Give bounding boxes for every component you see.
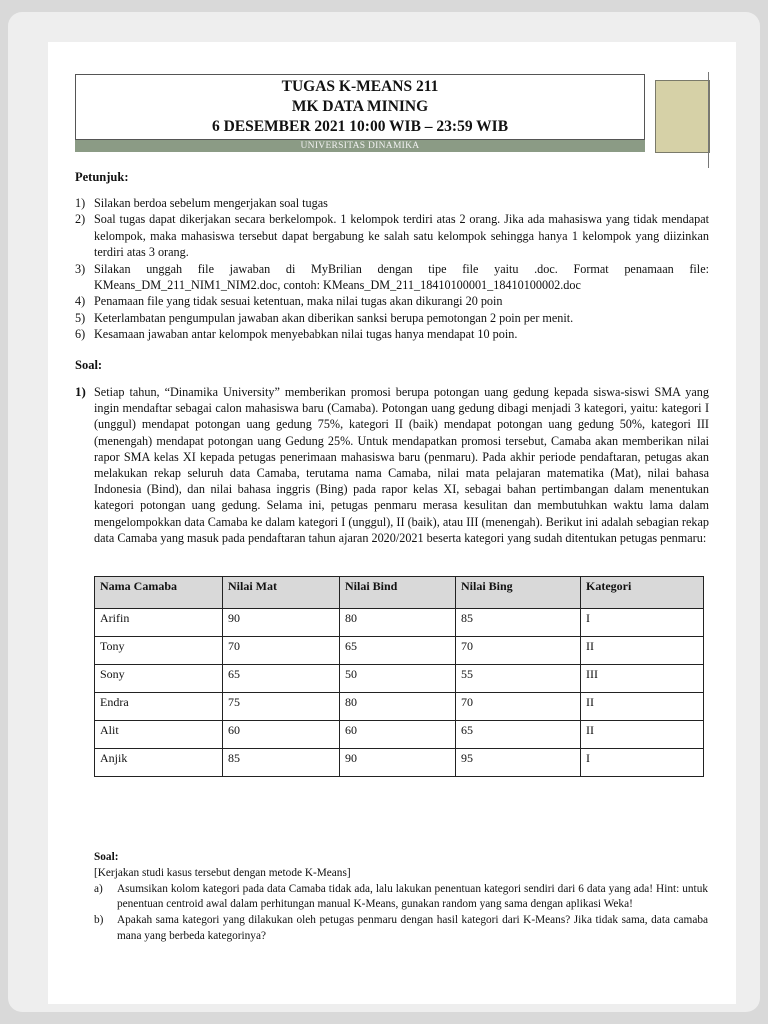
table-row [95,665,704,693]
sub-questions-title: Soal: [94,851,119,863]
table-cell: Alit [95,721,223,749]
table-cell: 70 [456,637,581,665]
table-cell: II [581,637,704,665]
table-cell: 90 [223,609,340,637]
item-number: 5) [75,310,86,325]
column-header: Kategori [581,577,704,609]
instructions-list [75,195,709,343]
item-text: Kesamaan jawaban antar kelompok menyebabkan nilai tugas hanya mendapat 10 poin. [94,327,518,342]
item-number: 4) [75,294,86,309]
table-cell: I [581,609,704,637]
table-cell: Anjik [95,749,223,777]
column-header: Nilai Mat [223,577,340,609]
item-text: Asumsikan kolom kategori pada data Camaba tidak ada, lalu lakukan penentuan kategori sendiri dari 6 data yang ada! Hint: untuk penentuan centroid awal dalam perhitungan manual K-Means, gunakan random yang sama dengan aplikasi Weka! [117,882,708,911]
question-1 [75,384,709,546]
table-cell: II [581,721,704,749]
table-cell: 85 [456,609,581,637]
table-cell: 65 [456,721,581,749]
university-banner: UNIVERSITAS DINAMIKA [75,140,645,152]
table-row [95,693,704,721]
table-cell: II [581,693,704,721]
item-text: Keterlambatan pengumpulan jawaban akan diberikan sanksi berupa pemotongan 2 poin per menit. [94,310,574,325]
sub-questions-intro: [Kerjakan studi kasus tersebut dengan metode K-Means] [94,866,351,879]
table-cell: Tony [95,637,223,665]
column-header: Nilai Bing [456,577,581,609]
document-header [75,74,645,140]
item-number: 1) [75,196,86,210]
item-number: a) [94,882,103,895]
instruction-item [75,261,709,294]
soal-title: Soal: [75,358,103,372]
column-header: Nama Camaba [95,577,223,609]
sub-question-item [94,913,708,945]
table-cell: 50 [340,665,456,693]
item-number: b) [94,914,104,927]
document-page [48,42,736,1004]
table-cell: 85 [223,749,340,777]
table-cell: 70 [456,693,581,721]
table-cell: 90 [340,749,456,777]
table-cell: Arifin [95,609,223,637]
header-title: TUGAS K-MEANS 211 [281,78,439,95]
item-number: 3) [75,261,86,276]
slide-frame [8,12,760,1012]
table-row [95,749,704,777]
instruction-item [75,326,709,342]
table-cell: 60 [340,721,456,749]
table-header-row [95,577,704,609]
logo-placeholder [655,80,710,153]
table-cell: 55 [456,665,581,693]
instruction-item [75,293,709,309]
instruction-item [75,195,709,211]
table-cell: III [581,665,704,693]
table-cell: 65 [340,637,456,665]
table-cell: 65 [223,665,340,693]
sub-question-item [94,882,708,914]
table-cell: Sony [95,665,223,693]
item-text: Soal tugas dapat dikerjakan secara berkelompok. 1 kelompok terdiri atas 2 orang. Jika ada mahasiswa yang tidak mendapat kelompok, maka mahasiswa tersebut dapat bergabung ke salah satu kelompok sehingga hanya 1 kelompok yang diizinkan terdiri atas 3 orang. [94,212,709,260]
table-row [95,637,704,665]
question-text: Setiap tahun, “Dinamika University” memberikan promosi berupa potongan uang gedung kepada siswa-siswi SMA yang ingin mendaftar sebagai calon mahasiswa baru (Camaba). Potongan uang gedung dibagi menjadi 3 kategori, yaitu: kategori I (unggul) mendapat potongan uang gedung 75%, kategori II (baik) mendapat potongan uang gedung 50%, kategori III (menengah) mendapat potongan uang Gedung 25%. Untuk mendapatkan promosi tersebut, Camaba akan memberikan nilai rapor SMA kelas XI kepada petugas penerimaan mahasiswa baru (penmaru). Pada akhir periode pendaftaran, petugas akan melakukan rekap seluruh data Camaba, terutama nama Camaba, nilai mata pelajaran matematika (Mat), nilai bahasa Indonesia (Bind), dan nilai bahasa inggris (Bing) pada rapor kelas XI, sebagai bahan pertimbangan dalam menentukan kategori potongan uang gedung. Selama ini, petugas penmaru merasa kesulitan dan membutuhkan waktu lama dalam mengelompokkan data Camaba ke dalam kategori I (unggul), II (baik), atau III (menengah). Berikut ini adalah sebagian rekap data Camaba yang masuk pada pendaftaran tahun ajaran 2020/2021 beserta kategori yang sudah ditentukan petugas penmaru: [94,385,709,545]
item-number: 2) [75,212,86,227]
header-date: 6 DESEMBER 2021 10:00 WIB – 23:59 WIB [211,118,509,135]
item-text: Apakah sama kategori yang dilakukan oleh petugas penmaru dengan hasil kategori dari K-Means? Jika tidak sama, data camaba mana yang berbeda kategorinya? [117,914,708,942]
table-cell: 80 [340,609,456,637]
table-cell: 75 [223,693,340,721]
camaba-table [94,576,704,777]
table-cell: 60 [223,721,340,749]
column-header: Nilai Bind [340,577,456,609]
table-cell: 70 [223,637,340,665]
table-cell: I [581,749,704,777]
item-number: 6) [75,327,86,342]
item-text: Silakan unggah file jawaban di MyBrilian dengan tipe file yaitu .doc. Format penamaan file: KMeans_DM_211_NIM1_NIM2.doc, contoh: KMeans_DM_211_18410100001_18410100002.doc [94,261,709,293]
table-row [95,721,704,749]
header-course: MK DATA MINING [291,98,429,115]
instruction-item [75,211,709,260]
instruction-item [75,310,709,326]
item-text: Penamaan file yang tidak sesuai ketentuan, maka nilai tugas akan dikurangi 20 poin [94,294,503,309]
sub-questions [94,850,708,945]
table-cell: 95 [456,749,581,777]
question-number: 1) [75,384,86,399]
instructions-title: Petunjuk: [75,170,129,184]
table-cell: 80 [340,693,456,721]
divider [708,72,709,168]
table-cell: Endra [95,693,223,721]
item-text: Silakan berdoa sebelum mengerjakan soal tugas [94,196,328,210]
table-row [95,609,704,637]
